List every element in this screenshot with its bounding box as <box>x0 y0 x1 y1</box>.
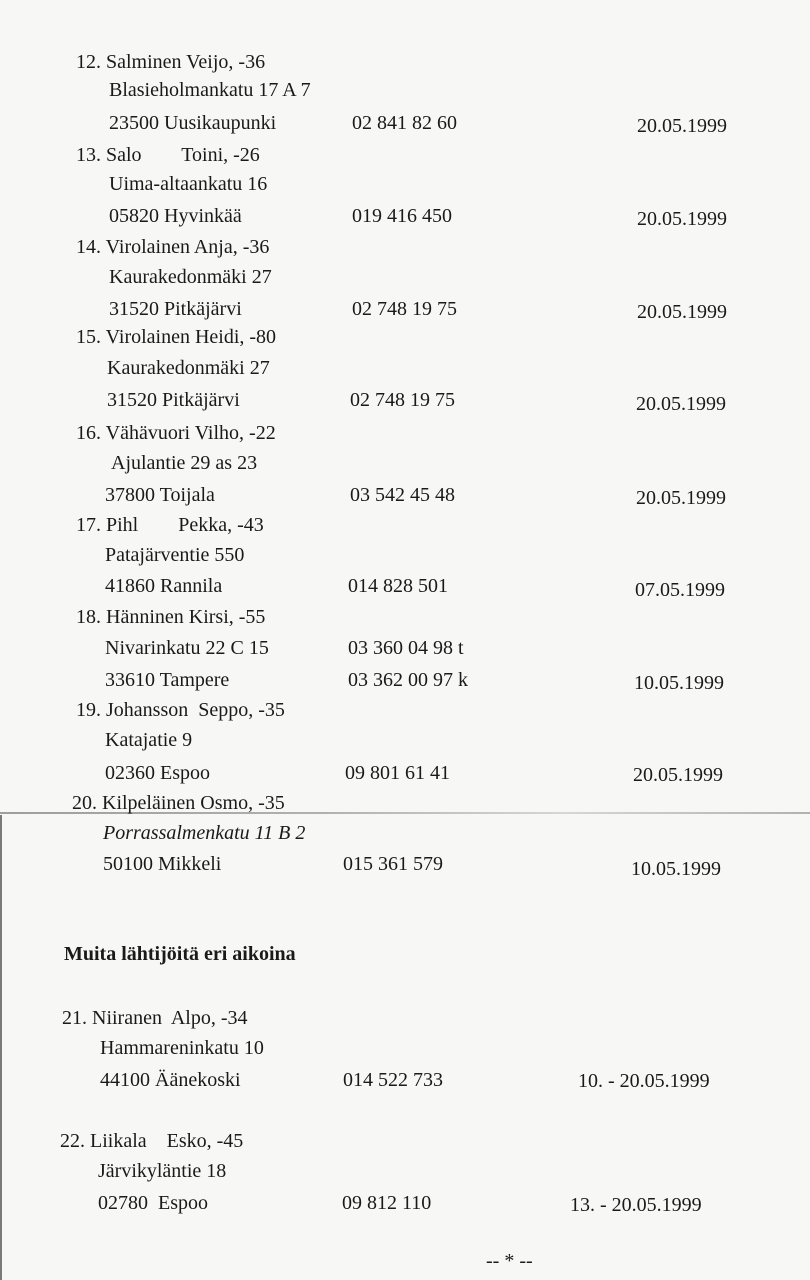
entry-street: Porrassalmenkatu 11 B 2 <box>103 822 306 844</box>
entry-date: 20.05.1999 <box>637 208 727 230</box>
entry-number-name: 16. Vähävuori Vilho, -22 <box>76 422 276 444</box>
entry-number-name: 17. Pihl Pekka, -43 <box>76 514 264 536</box>
entry-street: Ajulantie 29 as 23 <box>111 452 258 474</box>
paper-edge <box>0 815 2 1280</box>
entry-phone: 03 360 04 98 t <box>348 637 464 659</box>
entry-city: 37800 Toijala <box>105 484 215 506</box>
entry-city: 05820 Hyvinkää <box>109 205 242 227</box>
entry-number-name: 20. Kilpeläinen Osmo, -35 <box>72 792 285 814</box>
entry-date: 07.05.1999 <box>635 579 725 601</box>
entry-phone: 014 522 733 <box>343 1069 443 1091</box>
entry-number-name: 15. Virolainen Heidi, -80 <box>76 326 277 348</box>
entry-street: Patajärventie 550 <box>105 544 245 566</box>
entry-date: 10. - 20.05.1999 <box>578 1070 710 1092</box>
entry-city: 02780 Espoo <box>98 1192 208 1214</box>
entry-street: Nivarinkatu 22 C 15 <box>105 637 269 659</box>
entry-street: Uima-altaankatu 16 <box>109 173 268 195</box>
entry-phone: 03 542 45 48 <box>350 484 455 506</box>
entry-phone: 02 748 19 75 <box>352 298 457 320</box>
entry-phone: 014 828 501 <box>348 575 448 597</box>
section-heading: Muita lähtijöitä eri aikoina <box>64 943 296 965</box>
entry-phone: 019 416 450 <box>352 205 452 227</box>
entry-street: Katajatie 9 <box>105 729 193 751</box>
entry-date: 10.05.1999 <box>634 672 724 694</box>
entry-city: 23500 Uusikaupunki <box>109 112 277 134</box>
entry-phone: 09 801 61 41 <box>345 762 450 784</box>
entry-number-name: 14. Virolainen Anja, -36 <box>76 236 270 258</box>
entry-number-name: 12. Salminen Veijo, -36 <box>76 51 266 73</box>
entry-phone: 02 841 82 60 <box>352 112 457 134</box>
entry-number-name: 19. Johansson Seppo, -35 <box>76 699 285 721</box>
entry-number-name: 22. Liikala Esko, -45 <box>60 1130 244 1152</box>
entry-street: Järvikyläntie 18 <box>98 1160 227 1182</box>
entry-city: 31520 Pitkäjärvi <box>107 389 240 411</box>
entry-date: 20.05.1999 <box>636 487 726 509</box>
entry-city: 02360 Espoo <box>105 762 210 784</box>
entry-city: 31520 Pitkäjärvi <box>109 298 242 320</box>
entry-street: Blasieholmankatu 17 A 7 <box>109 79 311 101</box>
entry-street: Kaurakedonmäki 27 <box>109 266 272 288</box>
entry-date: 10.05.1999 <box>631 858 721 880</box>
entry-phone: 015 361 579 <box>343 853 443 875</box>
entry-phone-secondary: 03 362 00 97 k <box>348 669 468 691</box>
entry-date: 20.05.1999 <box>637 115 727 137</box>
entry-city: 50100 Mikkeli <box>103 853 222 875</box>
entry-phone: 09 812 110 <box>342 1192 432 1214</box>
entry-date: 20.05.1999 <box>637 301 727 323</box>
entry-phone: 02 748 19 75 <box>350 389 455 411</box>
entry-number-name: 18. Hänninen Kirsi, -55 <box>76 606 266 628</box>
entry-number-name: 13. Salo Toini, -26 <box>76 144 260 166</box>
entry-city: 33610 Tampere <box>105 669 230 691</box>
entry-date: 13. - 20.05.1999 <box>570 1194 702 1216</box>
entry-date: 20.05.1999 <box>636 393 726 415</box>
entry-street: Hammareninkatu 10 <box>100 1037 264 1059</box>
entry-number-name: 21. Niiranen Alpo, -34 <box>62 1007 248 1029</box>
entry-city: 41860 Rannila <box>105 575 223 597</box>
entry-date: 20.05.1999 <box>633 764 723 786</box>
entry-city: 44100 Äänekoski <box>100 1069 241 1091</box>
entry-street: Kaurakedonmäki 27 <box>107 357 270 379</box>
footer-separator: -- * -- <box>486 1250 533 1272</box>
